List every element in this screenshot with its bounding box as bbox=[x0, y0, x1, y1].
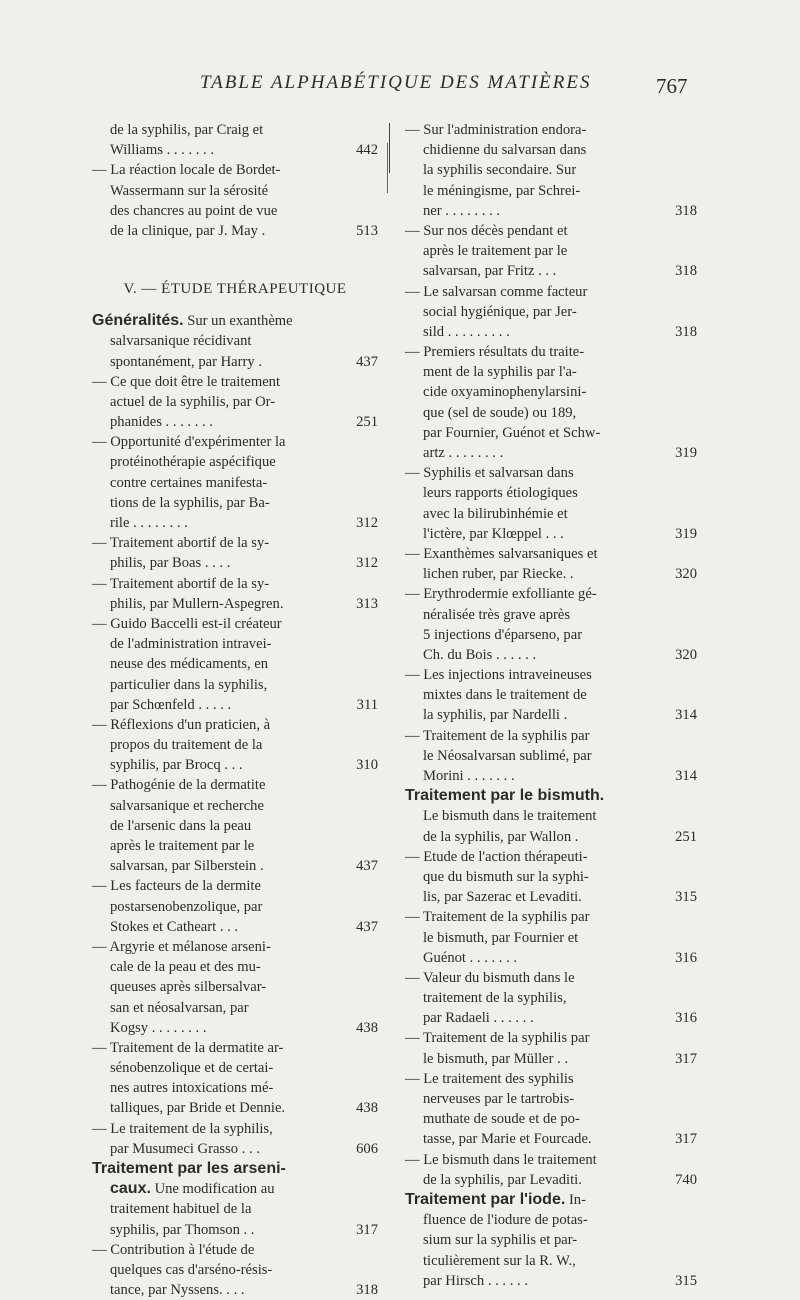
entry-line: nes autres intoxications mé- bbox=[110, 1080, 274, 1097]
index-entry bbox=[92, 876, 378, 937]
entry-line: philis, par Mullern-Aspegren. 313 bbox=[92, 594, 378, 614]
entry-line: la syphilis, par Nardelli . 314 bbox=[405, 705, 697, 725]
page-ref: 251 bbox=[675, 828, 697, 845]
index-entry bbox=[405, 1028, 697, 1068]
index-entry bbox=[92, 1119, 378, 1159]
entry-line: — Le bismuth dans le traitement bbox=[405, 1151, 597, 1168]
entry-line: que (sel de soude) ou 189, bbox=[423, 404, 577, 421]
entry-line: de la syphilis, par Craig et bbox=[110, 122, 264, 138]
entry-line: — Opportunité d'expérimenter la bbox=[92, 434, 286, 451]
entry-line: — Pathogénie de la dermatite bbox=[92, 777, 266, 794]
entry-line: — Exanthèmes salvarsaniques et bbox=[405, 545, 598, 562]
entry-line: Ch. du Bois . . . . . . 320 bbox=[405, 645, 697, 665]
page-ref: 320 bbox=[675, 566, 697, 583]
page-title: TABLE ALPHABÉTIQUE DES MATIÈRES bbox=[200, 72, 592, 93]
entry-line: le bismuth, par Fournier et bbox=[423, 929, 579, 946]
entry-line: rile . . . . . . . . 312 bbox=[92, 513, 378, 533]
entry-line: sénobenzolique et de certai- bbox=[110, 1060, 274, 1077]
index-entry-iode bbox=[405, 1190, 697, 1291]
right-column bbox=[405, 120, 697, 1291]
entry-line: 5 injections d'éparseno, par bbox=[423, 626, 583, 643]
page-number: 767 bbox=[656, 74, 688, 98]
page-ref: 251 bbox=[356, 414, 378, 431]
entry-line: — Traitement de la syphilis par bbox=[405, 1030, 590, 1047]
subject-heading-cont: caux. bbox=[110, 1180, 151, 1198]
entry-line: — La réaction locale de Bordet- bbox=[92, 162, 281, 179]
page-ref: 317 bbox=[675, 1131, 697, 1148]
entry-line: chidienne du salvarsan dans bbox=[423, 142, 587, 159]
entry-line: — Guido Baccelli est-il créateur bbox=[92, 615, 282, 632]
entry-line: — Contribution à l'étude de bbox=[92, 1241, 255, 1258]
entry-line: sium sur la syphilis et par- bbox=[423, 1232, 578, 1249]
entry-line: de la syphilis, par Wallon . 251 bbox=[405, 827, 697, 847]
entry-line: Wassermann sur la sérosité bbox=[110, 182, 269, 199]
entry-line: Traitement par l'iode. In- bbox=[405, 1190, 586, 1208]
entry-line: particulier dans la syphilis, bbox=[110, 676, 268, 693]
entry-line: cide oxyaminophenylarsini- bbox=[423, 384, 587, 401]
page-ref: 314 bbox=[675, 768, 697, 784]
entry-line: — Etude de l'action thérapeuti- bbox=[405, 848, 588, 865]
entry-line: philis, par Boas . . . . 312 bbox=[92, 553, 378, 573]
entry-line: — Erythrodermie exfolliante gé- bbox=[405, 586, 597, 603]
running-header bbox=[0, 72, 800, 102]
entry-line: contre certaines manifesta- bbox=[110, 474, 268, 491]
entry-line: la syphilis secondaire. Sur bbox=[423, 162, 577, 179]
entry-line: par Musumeci Grasso . . . 606 bbox=[92, 1139, 378, 1159]
page-ref: 312 bbox=[356, 515, 378, 531]
entry-line: tions de la syphilis, par Ba- bbox=[110, 494, 270, 511]
entry-line: propos du traitement de la bbox=[110, 737, 263, 754]
page-ref: 437 bbox=[356, 353, 378, 370]
entry-line: Morini . . . . . . . 314 bbox=[405, 766, 697, 786]
entry-line: Guénot . . . . . . . 316 bbox=[405, 948, 697, 968]
entry-line: syphilis, par Thomson . . 317 bbox=[92, 1220, 378, 1240]
page-ref: 320 bbox=[675, 646, 697, 663]
entry-line: lis, par Sazerac et Levaditi. 315 bbox=[405, 887, 697, 907]
entry-line: social hygiénique, par Jer- bbox=[423, 303, 577, 320]
page-ref: 319 bbox=[675, 445, 697, 461]
entry-line: — Le traitement des syphilis bbox=[405, 1070, 574, 1087]
entry-line: neuse des médicaments, en bbox=[110, 656, 269, 673]
entry-line: le Néosalvarsan sublimé, par bbox=[423, 747, 592, 764]
entry-line bbox=[405, 786, 697, 806]
entry-line: salvarsan, par Silberstein . 437 bbox=[92, 856, 378, 876]
entry-line: — Argyrie et mélanose arseni- bbox=[92, 938, 271, 955]
section-heading: V. — ÉTUDE THÉRAPEUTIQUE bbox=[123, 281, 347, 298]
entry-line: mixtes dans le traitement de bbox=[423, 687, 587, 704]
index-entry bbox=[405, 665, 697, 726]
page-ref: 437 bbox=[356, 918, 378, 935]
left-column bbox=[92, 120, 378, 1300]
index-entry-generalites bbox=[92, 311, 378, 372]
subject-heading: Traitement par l'iode. bbox=[405, 1190, 566, 1208]
entry-line: postarsenobenzolique, par bbox=[110, 898, 263, 915]
entry-line: Généralités. Sur un exanthème bbox=[92, 312, 293, 330]
page-ref: 312 bbox=[356, 555, 378, 572]
entry-line: ner . . . . . . . . 318 bbox=[405, 201, 697, 221]
entry-line: tasse, par Marie et Fourcade. 317 bbox=[405, 1129, 697, 1149]
entry-line: Williams . . . . . . . 442 bbox=[92, 140, 378, 160]
entry-line: — Valeur du bismuth dans le bbox=[405, 969, 575, 986]
page-ref: 316 bbox=[675, 1010, 697, 1027]
index-entry-bismuth bbox=[405, 786, 697, 847]
entry-line: des chancres au point de vue bbox=[110, 202, 278, 219]
entry-line: artz . . . . . . . . 319 bbox=[405, 443, 697, 463]
entry-line: actuel de la syphilis, par Or- bbox=[110, 393, 276, 410]
subject-heading: Traitement par le bismuth. bbox=[405, 787, 605, 805]
index-entry bbox=[92, 160, 378, 241]
entry-line: — Les facteurs de la dermite bbox=[92, 878, 261, 895]
page-ref: 437 bbox=[356, 858, 378, 875]
page-ref: 317 bbox=[356, 1221, 378, 1238]
index-entry bbox=[92, 1240, 378, 1300]
entry-line: de l'arsenic dans la peau bbox=[110, 817, 252, 834]
index-entry bbox=[92, 775, 378, 876]
page-ref: 318 bbox=[675, 202, 697, 219]
page-ref: 317 bbox=[675, 1050, 697, 1067]
index-entry bbox=[92, 372, 378, 433]
entry-line: quelques cas d'arséno-résis- bbox=[110, 1261, 273, 1278]
index-entry bbox=[405, 282, 697, 343]
entry-line: protéinothérapie aspécifique bbox=[110, 454, 276, 471]
index-entry bbox=[405, 463, 697, 544]
entry-line: le méningisme, par Schrei- bbox=[423, 182, 581, 199]
entry-line: leurs rapports étiologiques bbox=[423, 485, 578, 502]
entry-line: tance, par Nyssens. . . . 318 bbox=[92, 1280, 378, 1300]
page-ref: 316 bbox=[675, 949, 697, 966]
entry-line: — Premiers résultats du traite- bbox=[405, 344, 585, 361]
entry-line: salvarsanique récidivant bbox=[110, 333, 252, 350]
entry-line: que du bismuth sur la syphi- bbox=[423, 868, 589, 885]
entry-line: par Radaeli . . . . . . 316 bbox=[405, 1008, 697, 1028]
entry-line: néralisée très grave après bbox=[423, 606, 571, 623]
entry-line: — Le salvarsan comme facteur bbox=[405, 283, 588, 300]
entry-line: — Traitement de la dermatite ar- bbox=[92, 1039, 284, 1056]
page-ref: 606 bbox=[356, 1140, 378, 1157]
entry-line: — Sur nos décès pendant et bbox=[405, 222, 568, 239]
entry-line: par Schœnfeld . . . . . 311 bbox=[92, 695, 378, 715]
subject-heading: Généralités. bbox=[92, 312, 184, 330]
entry-line: spontanément, par Harry . 437 bbox=[92, 352, 378, 372]
page-ref: 315 bbox=[675, 889, 697, 906]
page-ref: 513 bbox=[356, 222, 378, 239]
page-ref: 311 bbox=[356, 696, 378, 713]
page-ref: 438 bbox=[356, 1100, 378, 1117]
entry-line: — Les injections intraveineuses bbox=[405, 667, 592, 684]
entry-line: nerveuses par le tartrobis- bbox=[423, 1091, 575, 1107]
entry-line: syphilis, par Brocq . . . 310 bbox=[92, 755, 378, 775]
entry-line: par Hirsch . . . . . . 315 bbox=[405, 1271, 697, 1291]
page-ref: 319 bbox=[675, 525, 697, 542]
page-ref: 740 bbox=[675, 1171, 697, 1188]
entry-line: lichen ruber, par Riecke. . 320 bbox=[405, 564, 697, 584]
index-entry bbox=[405, 1150, 697, 1190]
index-entry bbox=[405, 1069, 697, 1150]
entry-line: san et néosalvarsan, par bbox=[110, 999, 249, 1016]
entry-line: muthate de soude et de po- bbox=[423, 1111, 580, 1128]
entry-line: — Réflexions d'un praticien, à bbox=[92, 716, 271, 733]
column-divider bbox=[389, 123, 390, 173]
index-entry-arsenicaux bbox=[92, 1159, 378, 1240]
entry-line: l'ictère, par Klœppel . . . 319 bbox=[405, 524, 697, 544]
index-entry bbox=[405, 847, 697, 908]
page-ref: 318 bbox=[356, 1282, 378, 1299]
entry-line: le bismuth, par Müller . . 317 bbox=[405, 1049, 697, 1069]
index-entry bbox=[405, 968, 697, 1029]
entry-line bbox=[92, 1159, 378, 1179]
page-ref: 315 bbox=[675, 1272, 697, 1289]
entry-line: Stokes et Catheart . . . 437 bbox=[92, 917, 378, 937]
entry-line: sild . . . . . . . . . 318 bbox=[405, 322, 697, 342]
entry-line: — Traitement abortif de la sy- bbox=[92, 575, 270, 592]
index-entry bbox=[405, 726, 697, 787]
entry-line: — Traitement abortif de la sy- bbox=[92, 535, 270, 552]
page-ref: 438 bbox=[356, 1019, 378, 1036]
index-entry bbox=[405, 544, 697, 584]
index-entry bbox=[92, 937, 378, 1038]
entry-line: ment de la syphilis par l'a- bbox=[423, 364, 577, 381]
page-ref: 310 bbox=[356, 757, 378, 774]
index-entry bbox=[405, 221, 697, 282]
entry-line: salvarsanique et recherche bbox=[110, 797, 264, 814]
entry-line: salvarsan, par Fritz . . . 318 bbox=[405, 261, 697, 281]
subject-heading: Traitement par les arseni- bbox=[92, 1160, 286, 1177]
entry-line: Le bismuth dans le traitement bbox=[423, 808, 597, 825]
entry-line: après le traitement par le bbox=[423, 243, 568, 260]
entry-line: phanides . . . . . . . 251 bbox=[92, 412, 378, 432]
index-entry bbox=[92, 1038, 378, 1119]
entry-line: Kogsy . . . . . . . . 438 bbox=[92, 1018, 378, 1038]
entry-line: fluence de l'iodure de potas- bbox=[423, 1212, 588, 1229]
entry-line: de la syphilis, par Levaditi. 740 bbox=[405, 1170, 697, 1190]
entry-line: cale de la peau et des mu- bbox=[110, 959, 261, 976]
entry-line: ticulièrement sur la R. W., bbox=[423, 1252, 576, 1269]
index-entry bbox=[405, 342, 697, 463]
entry-line: — Le traitement de la syphilis, bbox=[92, 1120, 273, 1137]
entry-line: par Fournier, Guénot et Schw- bbox=[423, 424, 601, 441]
index-entry bbox=[92, 432, 378, 533]
entry-line: caux. Une modification au bbox=[110, 1180, 275, 1198]
entry-line: — Sur l'administration endora- bbox=[405, 122, 587, 138]
index-entry bbox=[92, 614, 378, 715]
column-divider-secondary bbox=[387, 143, 388, 193]
entry-line: après le traitement par le bbox=[110, 838, 255, 854]
page-ref: 313 bbox=[356, 595, 378, 612]
entry-line: talliques, par Bride et Dennie. 438 bbox=[92, 1098, 378, 1118]
page-ref: 442 bbox=[356, 142, 378, 159]
index-entry bbox=[405, 120, 697, 221]
entry-line: traitement de la syphilis, bbox=[423, 990, 567, 1007]
entry-line: traitement habituel de la bbox=[110, 1201, 252, 1218]
entry-line: — Ce que doit être le traitement bbox=[92, 373, 281, 390]
entry-line: de l'administration intravei- bbox=[110, 636, 272, 653]
index-entry bbox=[92, 120, 378, 160]
index-entry bbox=[92, 574, 378, 614]
entry-line: queuses après silbersalvar- bbox=[110, 979, 267, 996]
page-ref: 314 bbox=[675, 707, 697, 724]
entry-line: de la clinique, par J. May . 513 bbox=[92, 221, 378, 241]
index-entry bbox=[92, 715, 378, 776]
entry-line: — Traitement de la syphilis par bbox=[405, 727, 590, 744]
index-entry bbox=[405, 907, 697, 968]
entry-line: avec la bilirubinhémie et bbox=[423, 505, 568, 522]
index-entry bbox=[92, 533, 378, 573]
index-entry bbox=[405, 584, 697, 665]
entry-line: — Traitement de la syphilis par bbox=[405, 909, 590, 926]
entry-line: — Syphilis et salvarsan dans bbox=[405, 465, 574, 482]
page-ref: 318 bbox=[675, 263, 697, 280]
page-ref: 318 bbox=[675, 323, 697, 340]
